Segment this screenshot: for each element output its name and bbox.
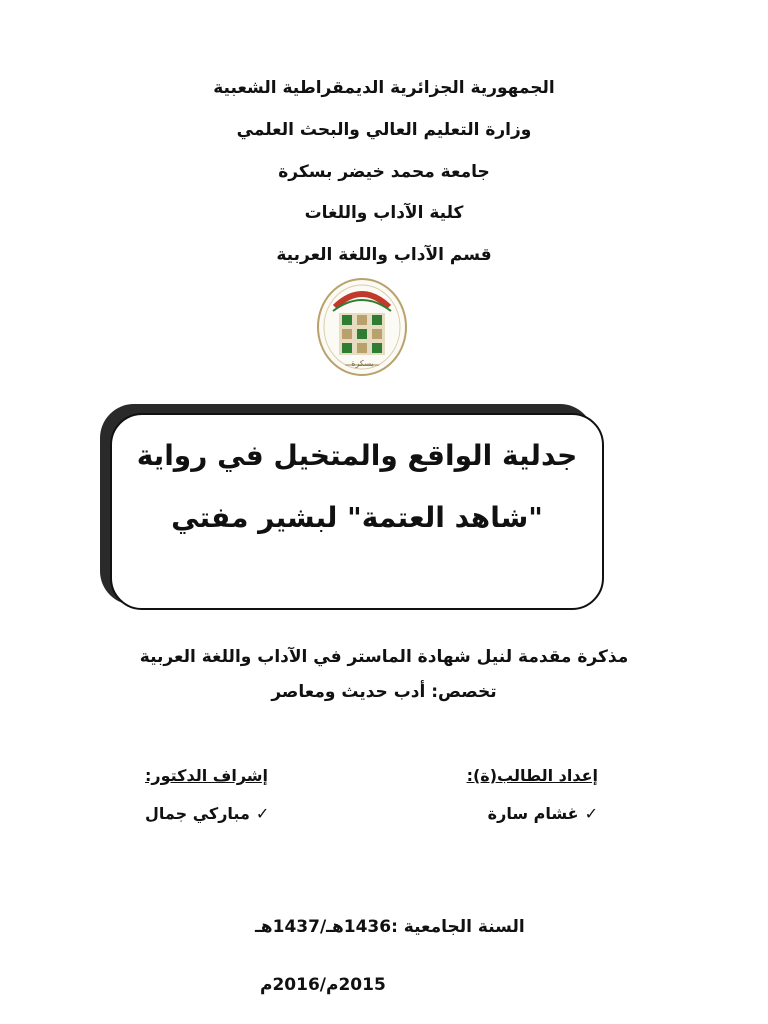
memo-line-2: تخصص: أدب حديث ومعاصر [271,682,497,702]
student-name: غشام سارة [487,804,579,823]
student-name-row [488,804,598,823]
republic-line: الجمهورية الجزائرية الديمقراطية الشعبية [213,78,555,98]
title-line-2: "شاهد العتمة" لبشير مفتي [171,501,543,534]
academic-year-hijri: السنة الجامعية :1436هـ/1437هـ [255,917,525,937]
academic-year-gregorian: 2015م/2016م [260,975,386,995]
memo-line-1: مذكرة مقدمة لنيل شهادة الماستر في الآداب واللغة العربية [139,647,629,667]
student-check-icon: ✓ [584,804,598,823]
title-line-1: جدلية الواقع والمتخيل في رواية [136,439,578,472]
title-box [110,413,604,610]
faculty-line: كلية الآداب واللغات [304,203,464,223]
ministry-line: وزارة التعليم العالي والبحث العلمي [236,120,532,140]
seal-bottom-text: بسكرة [351,359,374,368]
supervisor-name: مباركي جمال [145,804,250,823]
student-label: إعداد الطالب(ة): [466,766,598,785]
supervisor-check-icon: ✓ [255,804,270,823]
university-seal-icon [315,275,410,380]
department-line: قسم الآداب واللغة العربية [276,245,492,265]
supervisor-label: إشراف الدكتور: [145,766,269,785]
university-line: جامعة محمد خيضر بسكرة [278,162,490,182]
supervisor-name-row [145,804,269,823]
